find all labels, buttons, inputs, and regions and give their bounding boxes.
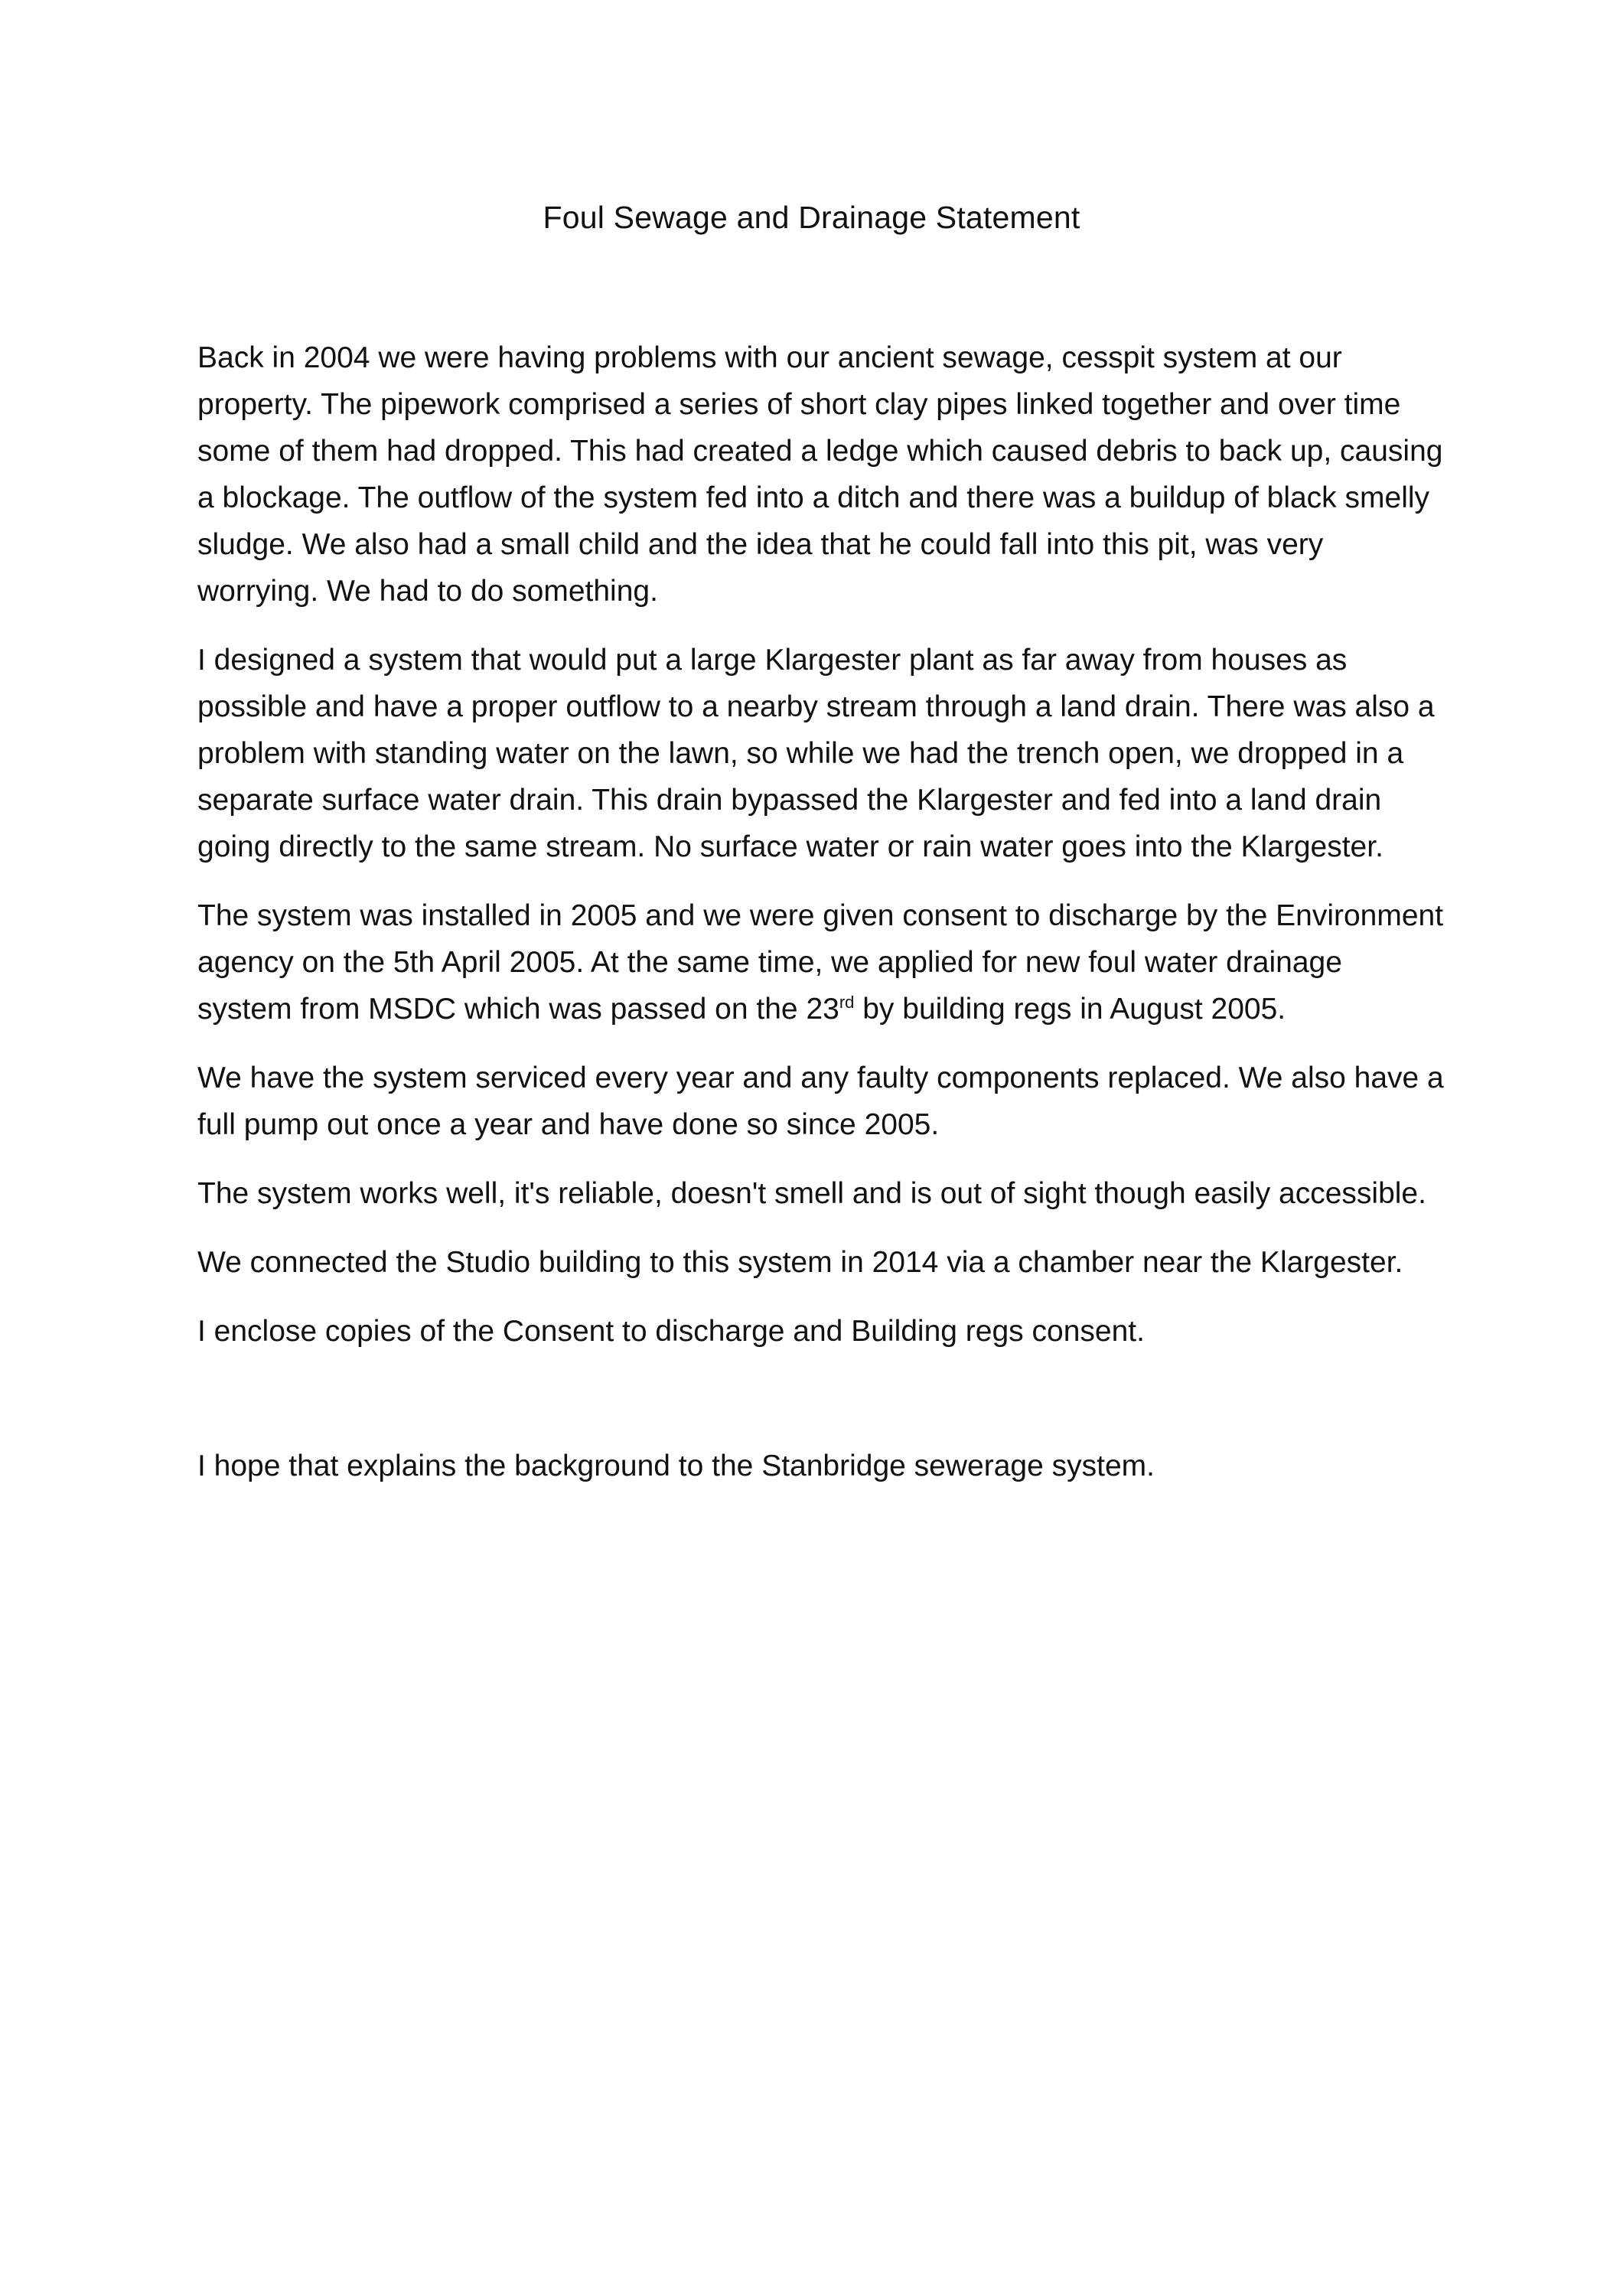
paragraph-problem-background: Back in 2004 we were having problems with our ancient sewage, cesspit system at our property. The pipework comprised a series of short clay pipes linked together and over time some of them had dropped. This had created a ledge which caused debris to back up, causing a blockage. The outflow of the system fed into a ditch and there was a buildup of black smelly sludge. We also had a small child and the idea that he could fall into this pit, was very worrying. We had to do something. bbox=[197, 341, 1443, 608]
paragraph-servicing: We have the system serviced every year and any faulty components replaced. We also have a full pump out once a year and have done so since 2005. bbox=[197, 1062, 1444, 1141]
paragraph-installation-consent bbox=[197, 892, 1445, 1032]
paragraph-closing: I hope that explains the background to the Stanbridge sewerage system. bbox=[197, 1450, 1155, 1482]
paragraph-installation-text-start: The system was installed in 2005 and we were given consent to discharge by the Environment agency on the 5th April 2005. At the same time, we applied for new foul water drainage system from MSDC which was passed on the 23 bbox=[197, 899, 1444, 1026]
paragraph-system-design: I designed a system that would put a large Klargester plant as far away from houses as possible and have a proper outflow to a nearby stream through a land drain. There was also a problem with standing water on the lawn, so while we had the trench open, we dropped in a separate surface water drain. This drain bypassed the Klargester and fed into a land drain going directly to the same stream. No surface water or rain water goes into the Klargester. bbox=[197, 644, 1435, 863]
paragraph-studio-connection: We connected the Studio building to this system in 2014 via a chamber near the Klargester. bbox=[197, 1246, 1403, 1279]
document-title: Foul Sewage and Drainage Statement bbox=[543, 200, 1080, 235]
ordinal-superscript: rd bbox=[839, 993, 855, 1012]
paragraph-installation-text-end: by building regs in August 2005. bbox=[854, 993, 1286, 1026]
paragraph-system-performance: The system works well, it's reliable, doesn't smell and is out of sight though easily accessible. bbox=[197, 1177, 1426, 1210]
paragraph-enclosures: I enclose copies of the Consent to discharge and Building regs consent. bbox=[197, 1315, 1145, 1348]
document-body bbox=[197, 334, 1445, 1512]
